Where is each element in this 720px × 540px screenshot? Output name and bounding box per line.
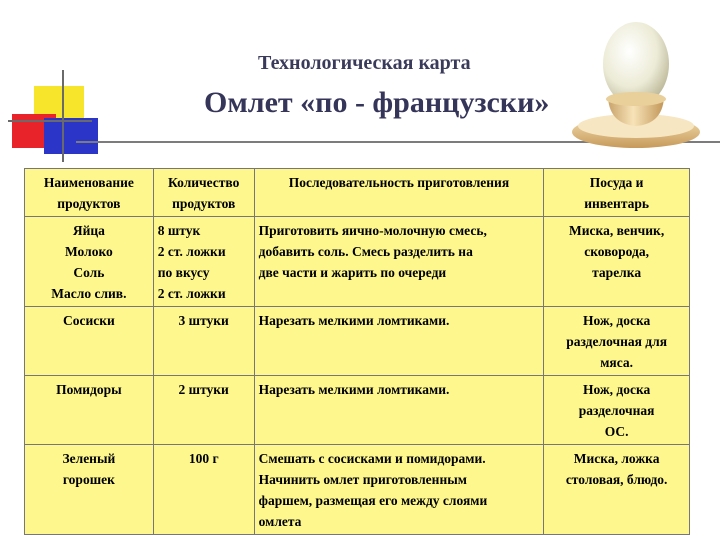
cell-utensils: Миска, ложка столовая, блюдо. — [544, 445, 690, 535]
table-row — [25, 376, 690, 445]
cell-product: Зеленый горошек — [25, 445, 154, 535]
cell-product: Сосиски — [25, 307, 154, 376]
cell-sequence: Смешать с сосисками и помидорами. Начинить омлет приготовленным фаршем, размещая его между слоями омлета — [254, 445, 544, 535]
technology-map-table — [24, 168, 690, 535]
cell-sequence: Приготовить яично-молочную смесь, добавить соль. Смесь разделить на две части и жарить по очереди — [254, 217, 544, 307]
cell-quantity: 2 штуки — [153, 376, 254, 445]
cell-product: Помидоры — [25, 376, 154, 445]
cell-quantity: 8 штук 2 ст. ложки по вкусу 2 ст. ложки — [153, 217, 254, 307]
header-sequence: Последовательность приготовления — [254, 169, 544, 217]
cell-utensils: Нож, доска разделочная ОС. — [544, 376, 690, 445]
cell-utensils: Нож, доска разделочная для мяса. — [544, 307, 690, 376]
table-header-row — [25, 169, 690, 217]
egg-in-cup-icon — [568, 20, 704, 152]
decor-horizontal-line — [8, 120, 92, 122]
cell-sequence: Нарезать мелкими ломтиками. — [254, 307, 544, 376]
cell-quantity: 100 г — [153, 445, 254, 535]
table-row — [25, 307, 690, 376]
cell-sequence: Нарезать мелкими ломтиками. — [254, 376, 544, 445]
decor-square-blue — [44, 118, 98, 154]
table-row — [25, 445, 690, 535]
cell-quantity: 3 штуки — [153, 307, 254, 376]
cell-utensils: Миска, венчик, сковорода, тарелка — [544, 217, 690, 307]
table-row — [25, 217, 690, 307]
header-product: Наименование продуктов — [25, 169, 154, 217]
header-quantity: Количество продуктов — [153, 169, 254, 217]
decor-vertical-line — [62, 70, 64, 162]
page-subtitle: Технологическая карта — [258, 52, 471, 74]
cell-product: Яйца Молоко Соль Масло слив. — [25, 217, 154, 307]
header-utensils: Посуда и инвентарь — [544, 169, 690, 217]
page-title: Омлет «по - французски» — [204, 86, 550, 119]
